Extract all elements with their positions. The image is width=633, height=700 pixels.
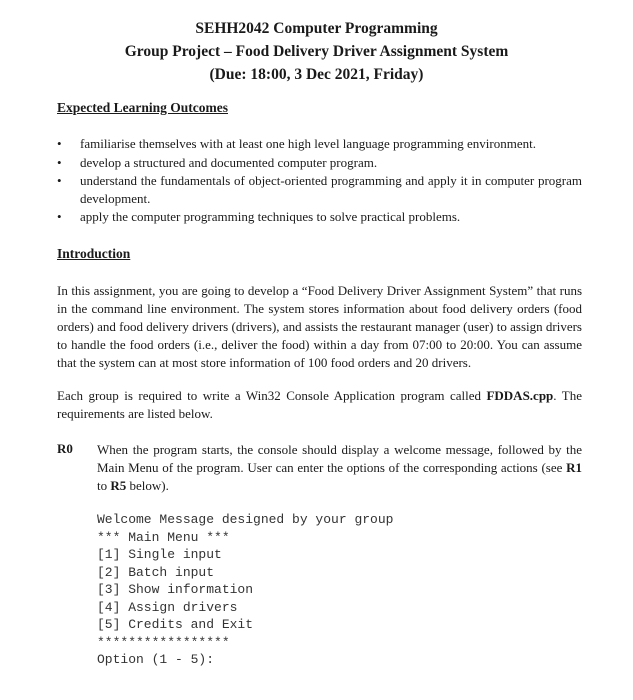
introduction-paragraph: In this assignment, you are going to develop a “Food Delivery Driver Assignment System” that runs in the command line environment. The system stores information about food delivery orders (food orders) and food delivery drivers (drivers), and assists the restaurant manager (user) to assign drivers to handle the food orders (i.e., deliver the food) within a day from 07:00 to 20:00. You can assume that the system can at most store information of 100 food orders and 20 drivers. [57,283,582,370]
program-filename: FDDAS.cpp [486,388,554,403]
introduction-heading: Introduction [57,246,131,261]
course-title: SEHH2042 Computer Programming [195,20,438,37]
list-item: • familiarise themselves with at least one high level language programming environment. [57,136,536,151]
bullet-icon: • [57,136,62,151]
title-block [0,17,633,86]
due-date: (Due: 18:00, 3 Dec 2021, Friday) [209,66,424,83]
project-title: Group Project – Food Delivery Driver Assignment System [124,43,509,60]
requirements-paragraph: Each group is required to write a Win32 Console Application program called FDDAS.cpp. The requirements are listed below. [57,388,582,421]
requirement-text: When the program starts, the console should display a welcome message, followed by the Main Menu of the program. User can enter the options of the corresponding actions (see R1 to R5 below). [97,442,582,493]
bullet-icon: • [57,209,62,224]
outcomes-heading: Expected Learning Outcomes [57,100,228,115]
list-item: • apply the computer programming techniques to solve practical problems. [57,209,461,224]
console-line: Option (1 - 5): [97,652,215,667]
list-item: • understand the fundamentals of object-oriented programming and apply it in computer program development. [57,173,582,206]
console-line: [5] Credits and Exit [97,617,254,632]
console-line: [4] Assign drivers [97,599,238,615]
console-line: [3] Show information [97,582,254,597]
outcomes-list [57,135,582,227]
console-line: [2] Batch input [97,564,215,580]
requirement-id: R0 [57,441,73,456]
console-line: *** Main Menu *** [97,529,230,545]
list-item: • develop a structured and documented computer program. [57,154,378,170]
bullet-icon: • [57,154,62,170]
console-line: ***************** [97,634,230,650]
console-line: Welcome Message designed by your group [97,512,394,527]
console-line: [1] Single input [97,547,222,562]
console-output [97,511,393,669]
bullet-icon: • [57,173,62,188]
